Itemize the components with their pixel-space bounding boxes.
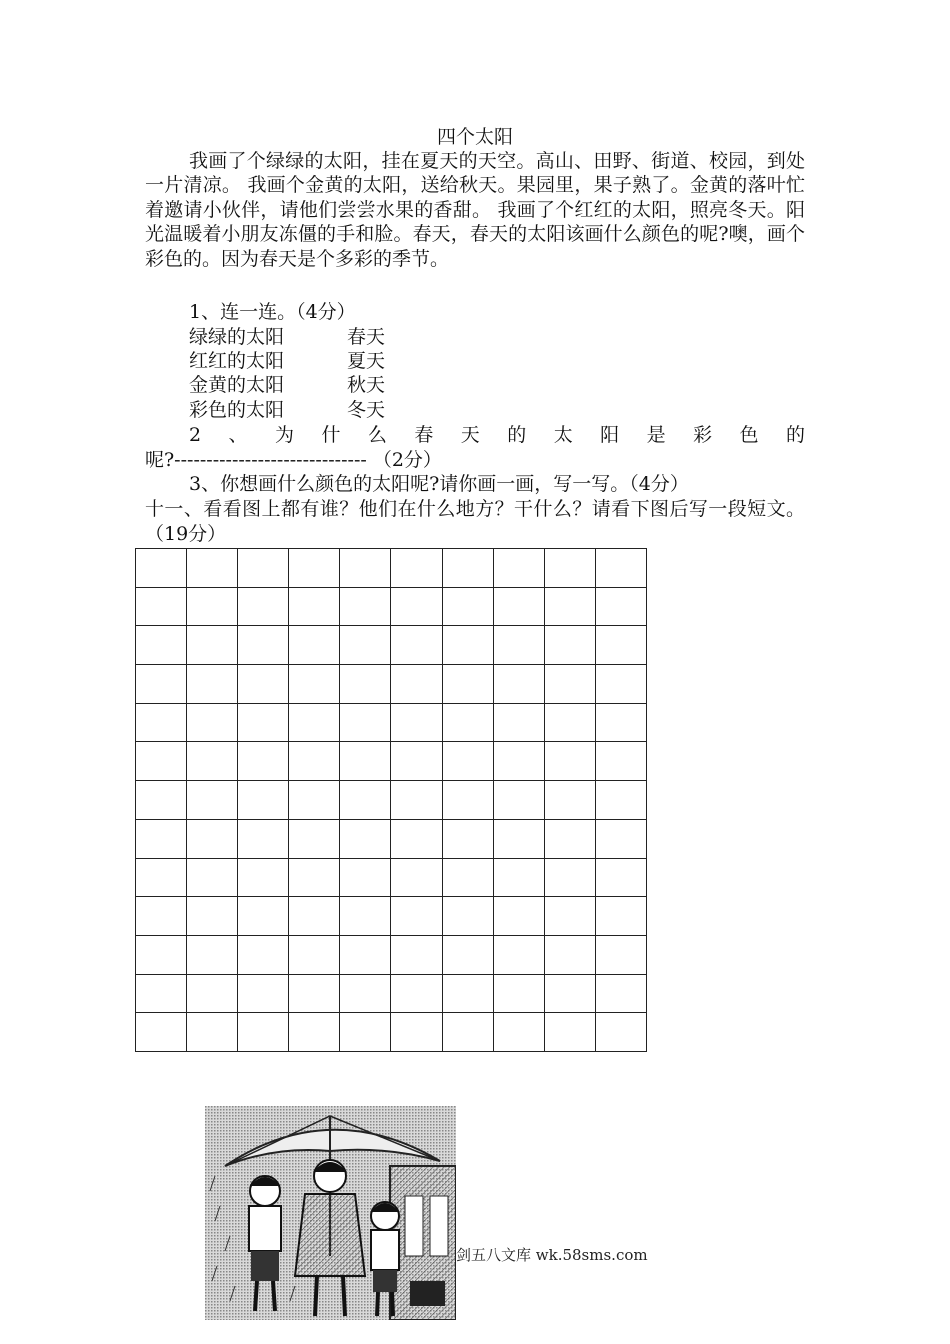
match-row-1 — [189, 325, 385, 349]
writing-grid-cell[interactable] — [340, 704, 391, 743]
writing-grid-cell[interactable] — [238, 742, 289, 781]
q2-char: 2 — [189, 424, 202, 446]
question-3-prompt: 3、你想画什么颜色的太阳呢?请你画一画，写一写。（4分） — [189, 473, 689, 495]
writing-grid-cell[interactable] — [596, 897, 647, 936]
writing-grid-cell[interactable] — [443, 1013, 494, 1052]
writing-grid-cell[interactable] — [494, 626, 545, 665]
writing-grid-cell[interactable] — [187, 588, 238, 627]
writing-grid-cell[interactable] — [238, 936, 289, 975]
writing-grid-cell[interactable] — [545, 897, 596, 936]
writing-grid-cell[interactable] — [443, 704, 494, 743]
passage-text: 我画了个绿绿的太阳，挂在夏天的天空。高山、田野、街道、校园，到处一片清凉。 我画个金黄的太阳，送给秋天。果园里，果子熟了。金黄的落叶忙着邀请小伙伴，请他们尝尝水果的香甜。 我画了个红红的太阳，照亮冬天。阳光温暖着小朋友冻僵的手和脸。春天，春天的太阳该画什么颜色的呢?噢，画个彩色的。因为春天是个多彩的季节。 — [145, 150, 805, 270]
q2-char: 色 — [739, 424, 759, 446]
question-11-prompt: 十一、看看图上都有谁？他们在什么地方？干什么？请看下图后写一段短文。（19分） — [145, 498, 805, 545]
question-1-prompt: 1、连一连。（4分） — [189, 301, 356, 323]
writing-grid-cell[interactable] — [596, 936, 647, 975]
writing-grid-cell[interactable] — [289, 1013, 340, 1052]
writing-grid-cell[interactable] — [494, 936, 545, 975]
writing-grid-cell[interactable] — [494, 742, 545, 781]
match-right-3: 秋天 — [347, 374, 386, 396]
writing-grid-cell[interactable] — [391, 936, 442, 975]
writing-grid-cell[interactable] — [187, 975, 238, 1014]
writing-grid-cell[interactable] — [340, 781, 391, 820]
writing-grid-cell[interactable] — [340, 897, 391, 936]
writing-grid-cell[interactable] — [136, 588, 187, 627]
q2-char: 春 — [414, 424, 434, 446]
match-left-2: 红红的太阳 — [189, 350, 285, 372]
writing-grid-cell[interactable] — [596, 781, 647, 820]
writing-grid-cell[interactable] — [136, 742, 187, 781]
writing-grid-cell[interactable] — [340, 626, 391, 665]
writing-grid-cell[interactable] — [545, 665, 596, 704]
writing-grid-cell[interactable] — [289, 820, 340, 859]
passage-title: 四个太阳 — [436, 126, 513, 148]
writing-grid-cell[interactable] — [494, 975, 545, 1014]
match-row-2 — [189, 349, 385, 373]
match-right-1: 春天 — [347, 326, 386, 348]
writing-grid-cell[interactable] — [289, 588, 340, 627]
writing-grid-cell[interactable] — [340, 665, 391, 704]
match-left-1: 绿绿的太阳 — [189, 326, 285, 348]
match-row-3 — [189, 373, 385, 397]
q2-char: 为 — [274, 424, 294, 446]
writing-grid-cell[interactable] — [596, 1013, 647, 1052]
writing-grid-cell[interactable] — [187, 859, 238, 898]
writing-grid-cell[interactable] — [494, 820, 545, 859]
writing-grid-cell[interactable] — [187, 549, 238, 588]
writing-grid-cell[interactable] — [187, 742, 238, 781]
writing-grid-cell[interactable] — [238, 588, 289, 627]
writing-grid-cell[interactable] — [545, 1013, 596, 1052]
writing-grid-cell[interactable] — [443, 588, 494, 627]
question-2-line-2: 呢?------------------------------ （2分） — [145, 449, 442, 471]
writing-grid-cell[interactable] — [545, 936, 596, 975]
writing-grid-cell[interactable] — [494, 897, 545, 936]
writing-grid-cell[interactable] — [391, 665, 442, 704]
writing-grid-cell[interactable] — [494, 1013, 545, 1052]
writing-grid-cell[interactable] — [391, 859, 442, 898]
writing-grid-cell[interactable] — [391, 742, 442, 781]
q2-char: 什 — [321, 424, 341, 446]
writing-grid-cell[interactable] — [187, 626, 238, 665]
writing-grid-cell[interactable] — [289, 897, 340, 936]
writing-grid-cell[interactable] — [238, 626, 289, 665]
writing-grid-cell[interactable] — [340, 936, 391, 975]
writing-grid-cell[interactable] — [596, 742, 647, 781]
writing-grid-cell[interactable] — [340, 859, 391, 898]
writing-grid-cell[interactable] — [340, 1013, 391, 1052]
writing-grid-cell[interactable] — [340, 588, 391, 627]
writing-grid-cell[interactable] — [494, 588, 545, 627]
writing-grid-cell[interactable] — [340, 549, 391, 588]
writing-grid-cell[interactable] — [545, 588, 596, 627]
writing-grid-cell[interactable] — [289, 665, 340, 704]
writing-grid-cell[interactable] — [596, 820, 647, 859]
writing-grid-cell[interactable] — [187, 936, 238, 975]
question-2-line-1 — [189, 423, 805, 447]
writing-grid-cell[interactable] — [443, 859, 494, 898]
writing-grid-cell[interactable] — [545, 704, 596, 743]
match-row-4 — [189, 398, 385, 422]
writing-grid-cell[interactable] — [136, 549, 187, 588]
writing-grid-cell[interactable] — [391, 897, 442, 936]
writing-grid-cell[interactable] — [545, 820, 596, 859]
writing-grid-cell[interactable] — [494, 704, 545, 743]
writing-grid-cell[interactable] — [443, 820, 494, 859]
writing-grid-cell[interactable] — [443, 936, 494, 975]
writing-grid-cell[interactable] — [238, 549, 289, 588]
writing-grid-cell[interactable] — [238, 897, 289, 936]
q2-char: 、 — [228, 424, 248, 446]
writing-grid-cell[interactable] — [391, 626, 442, 665]
writing-grid-cell[interactable] — [187, 704, 238, 743]
q2-char: 彩 — [693, 424, 713, 446]
writing-grid-cell[interactable] — [443, 626, 494, 665]
writing-grid-cell[interactable] — [187, 897, 238, 936]
writing-grid-cell[interactable] — [596, 626, 647, 665]
writing-grid-cell[interactable] — [187, 820, 238, 859]
writing-grid-cell[interactable] — [289, 626, 340, 665]
writing-grid-cell[interactable] — [289, 781, 340, 820]
writing-grid-cell[interactable] — [443, 975, 494, 1014]
writing-grid[interactable] — [135, 548, 647, 1052]
writing-grid-cell[interactable] — [238, 1013, 289, 1052]
watermark: 剑五八文库 wk.58sms.com — [456, 1246, 648, 1264]
writing-grid-cell[interactable] — [545, 975, 596, 1014]
writing-grid-cell[interactable] — [136, 1013, 187, 1052]
writing-grid-cell[interactable] — [136, 781, 187, 820]
writing-grid-cell[interactable] — [187, 665, 238, 704]
writing-grid-cell[interactable] — [289, 975, 340, 1014]
writing-grid-cell[interactable] — [494, 549, 545, 588]
writing-grid-cell[interactable] — [443, 549, 494, 588]
writing-grid-cell[interactable] — [289, 549, 340, 588]
writing-grid-cell[interactable] — [340, 742, 391, 781]
writing-grid-cell[interactable] — [187, 781, 238, 820]
writing-grid-cell[interactable] — [136, 897, 187, 936]
writing-grid-cell[interactable] — [391, 781, 442, 820]
writing-grid-cell[interactable] — [391, 820, 442, 859]
writing-grid-cell[interactable] — [391, 704, 442, 743]
writing-grid-cell[interactable] — [443, 781, 494, 820]
writing-grid-cell[interactable] — [443, 742, 494, 781]
writing-grid-cell[interactable] — [545, 859, 596, 898]
writing-grid-cell[interactable] — [289, 936, 340, 975]
writing-grid-cell[interactable] — [494, 781, 545, 820]
q2-char: 天 — [460, 424, 480, 446]
writing-grid-cell[interactable] — [238, 975, 289, 1014]
writing-grid-cell[interactable] — [545, 742, 596, 781]
writing-grid-cell[interactable] — [340, 820, 391, 859]
writing-grid-cell[interactable] — [238, 704, 289, 743]
writing-grid-cell[interactable] — [187, 1013, 238, 1052]
writing-grid-cell[interactable] — [136, 665, 187, 704]
writing-grid-cell[interactable] — [238, 781, 289, 820]
writing-grid-cell[interactable] — [238, 665, 289, 704]
writing-grid-cell[interactable] — [340, 975, 391, 1014]
writing-grid-cell[interactable] — [136, 859, 187, 898]
writing-grid-cell[interactable] — [443, 665, 494, 704]
writing-grid-cell[interactable] — [391, 1013, 442, 1052]
writing-grid-cell[interactable] — [545, 781, 596, 820]
writing-grid-cell[interactable] — [443, 897, 494, 936]
writing-grid-cell[interactable] — [391, 549, 442, 588]
writing-grid-cell[interactable] — [391, 588, 442, 627]
writing-grid-cell[interactable] — [596, 704, 647, 743]
writing-grid-cell[interactable] — [238, 820, 289, 859]
writing-grid-cell[interactable] — [289, 859, 340, 898]
writing-grid-cell[interactable] — [596, 859, 647, 898]
q2-char: 太 — [553, 424, 573, 446]
writing-grid-cell[interactable] — [494, 859, 545, 898]
writing-grid-cell[interactable] — [136, 975, 187, 1014]
writing-grid-cell[interactable] — [545, 626, 596, 665]
match-left-3: 金黄的太阳 — [189, 374, 285, 396]
writing-grid-cell[interactable] — [596, 975, 647, 1014]
writing-grid-cell[interactable] — [596, 549, 647, 588]
writing-grid-cell[interactable] — [494, 665, 545, 704]
writing-grid-cell[interactable] — [596, 665, 647, 704]
writing-grid-cell[interactable] — [136, 704, 187, 743]
q2-char: 的 — [785, 424, 805, 446]
q2-char: 是 — [646, 424, 666, 446]
writing-grid-cell[interactable] — [136, 626, 187, 665]
writing-grid-cell[interactable] — [596, 588, 647, 627]
match-left-4: 彩色的太阳 — [189, 399, 285, 421]
writing-grid-cell[interactable] — [136, 936, 187, 975]
writing-grid-cell[interactable] — [391, 975, 442, 1014]
writing-grid-cell[interactable] — [238, 859, 289, 898]
writing-grid-cell[interactable] — [136, 820, 187, 859]
q2-char: 么 — [367, 424, 387, 446]
writing-grid-cell[interactable] — [289, 704, 340, 743]
q2-char: 阳 — [600, 424, 620, 446]
match-right-4: 冬天 — [347, 399, 386, 421]
q2-char: 的 — [507, 424, 527, 446]
illustration-children-umbrella — [205, 1106, 456, 1320]
match-right-2: 夏天 — [347, 350, 386, 372]
writing-grid-cell[interactable] — [289, 742, 340, 781]
writing-grid-cell[interactable] — [545, 549, 596, 588]
